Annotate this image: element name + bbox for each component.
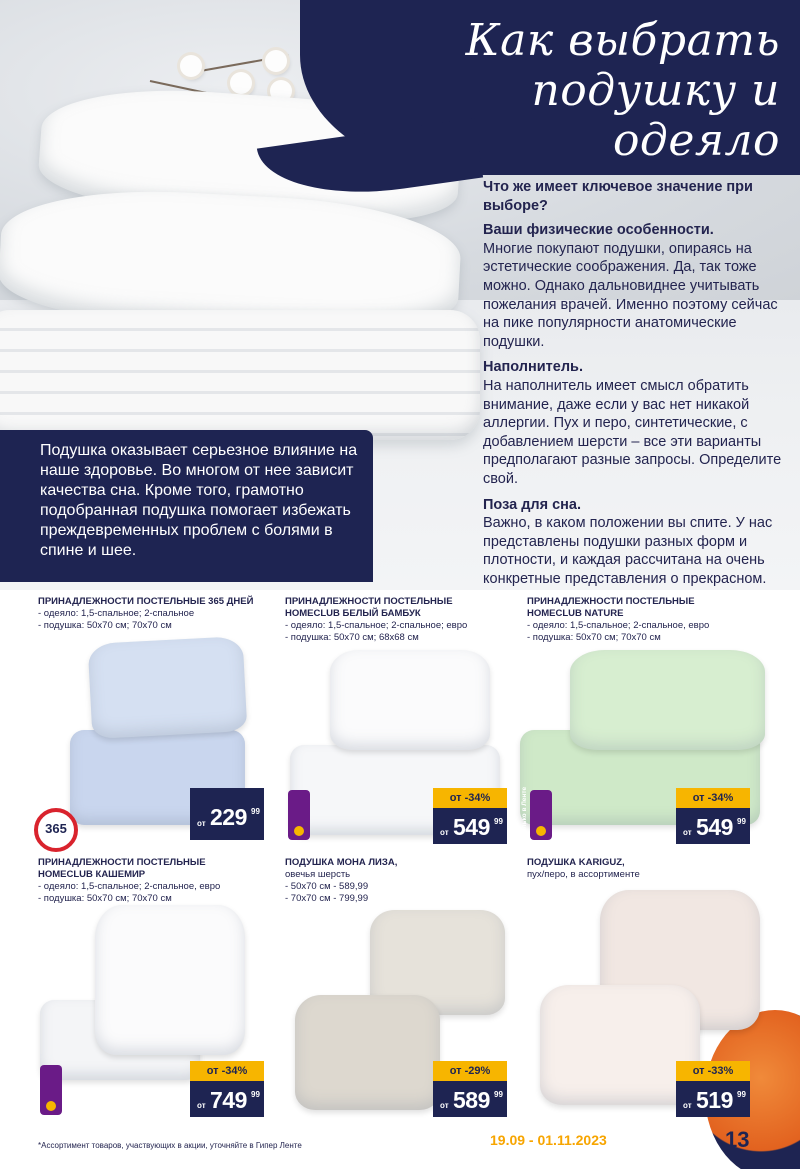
quote-text: Подушка оказывает серьезное влияние на наше здоровье. Во многом от нее зависит качества сна. Кроме того, грамотно подобранная подушка помогает избежать преждевременных проблем с болями в спине и шее.: [40, 442, 358, 559]
product-image: [295, 995, 440, 1110]
product-title: ПРИНАДЛЕЖНОСТИ ПОСТЕЛЬНЫЕ HOMECLUB NATURE: [527, 596, 695, 619]
product-spec: - 70х70 см - 799,99: [285, 893, 369, 904]
only-in-lenta-badge: Только в Ленте: [288, 790, 310, 840]
product-spec: овечья шерсть: [285, 869, 351, 880]
product-spec: - 50х70 см - 589,99: [285, 881, 369, 892]
section-text: На наполнитель имеет смысл обратить внимание, даже если у вас нет никакой аллергии. Пух и перо, синтетические, с добавлением шерсти – все эти варианты предполагают разные запросы. Определите свой.: [483, 377, 782, 487]
product-spec: - одеяло: 1,5-спальное; 2-спальное; евро: [285, 620, 468, 631]
section-text: Многие покупают подушки, опираясь на эстетические соображения. Да, так тоже можно. Однако дальновиднее учитывать пожелания врачей. Именно поэтому сейчас на пике популярности анатомические подушки.: [483, 240, 778, 350]
article: [483, 178, 788, 595]
discount-badge: от -34%: [433, 788, 507, 808]
price-tag: от 549 99: [676, 808, 750, 844]
page-title: Как выбрать подушку и одеяло: [465, 15, 780, 166]
product-title: ПОДУШКА KARIGUZ,: [527, 857, 625, 868]
product-title: ПРИНАДЛЕЖНОСТИ ПОСТЕЛЬНЫЕ HOMECLUB БЕЛЫЙ БАМБУК: [285, 596, 453, 619]
discount-badge: от -33%: [676, 1061, 750, 1081]
price-tag: от 589 99: [433, 1081, 507, 1117]
page-number: 13: [725, 1127, 750, 1152]
price-tag: от 229 99: [190, 788, 264, 840]
price-tag: от 749 99: [190, 1081, 264, 1117]
discount-badge: от -29%: [433, 1061, 507, 1081]
product-title: ПОДУШКА МОНА ЛИЗА,: [285, 857, 398, 868]
promo-dates: 19.09 - 01.11.2023: [490, 1132, 607, 1148]
only-in-lenta-badge: Только в Ленте: [40, 1065, 62, 1115]
product-spec: - подушка: 50х70 см; 68х68 см: [285, 632, 419, 643]
product-spec: - одеяло: 1,5-спальное; 2-спальное, евро: [38, 881, 221, 892]
product-image: [88, 636, 248, 739]
product-spec: - подушка: 50х70 см; 70х70 см: [38, 620, 172, 631]
section-heading: Поза для сна.: [483, 496, 582, 513]
product-spec: пух/перо, в ассортименте: [527, 869, 640, 880]
product-spec: - подушка: 50х70 см; 70х70 см: [38, 893, 172, 904]
discount-badge: от -34%: [676, 788, 750, 808]
365-badge: 365: [34, 808, 78, 852]
product-title: ПРИНАДЛЕЖНОСТИ ПОСТЕЛЬНЫЕ HOMECLUB КАШЕМИР: [38, 857, 206, 880]
only-in-lenta-badge: Только в Ленте: [530, 790, 552, 840]
section-heading: Наполнитель.: [483, 359, 583, 376]
article-question: Что же имеет ключевое значение при выборе?: [483, 179, 753, 214]
product-image: [330, 650, 490, 750]
price-tag: от 549 99: [433, 808, 507, 844]
product-image: [95, 905, 245, 1055]
product-title: ПРИНАДЛЕЖНОСТИ ПОСТЕЛЬНЫЕ 365 ДНЕЙ: [38, 596, 254, 607]
section-text: Важно, в каком положении вы спите. У нас представлены подушки разных форм и плотности, и каждая рассчитана на очень конкретные представления о прекрасном.: [483, 515, 773, 587]
price-tag: от 519 99: [676, 1081, 750, 1117]
section-heading: Ваши физические особенности.: [483, 222, 714, 239]
product-image: [570, 650, 765, 750]
product-spec: - одеяло: 1,5-спальное; 2-спальное: [38, 608, 195, 619]
product-spec: - одеяло: 1,5-спальное; 2-спальное, евро: [527, 620, 710, 631]
product-spec: - подушка: 50х70 см; 70х70 см: [527, 632, 661, 643]
discount-badge: от -34%: [190, 1061, 264, 1081]
footnote: *Ассортимент товаров, участвующих в акции, уточняйте в Гипер Ленте: [38, 1141, 302, 1150]
